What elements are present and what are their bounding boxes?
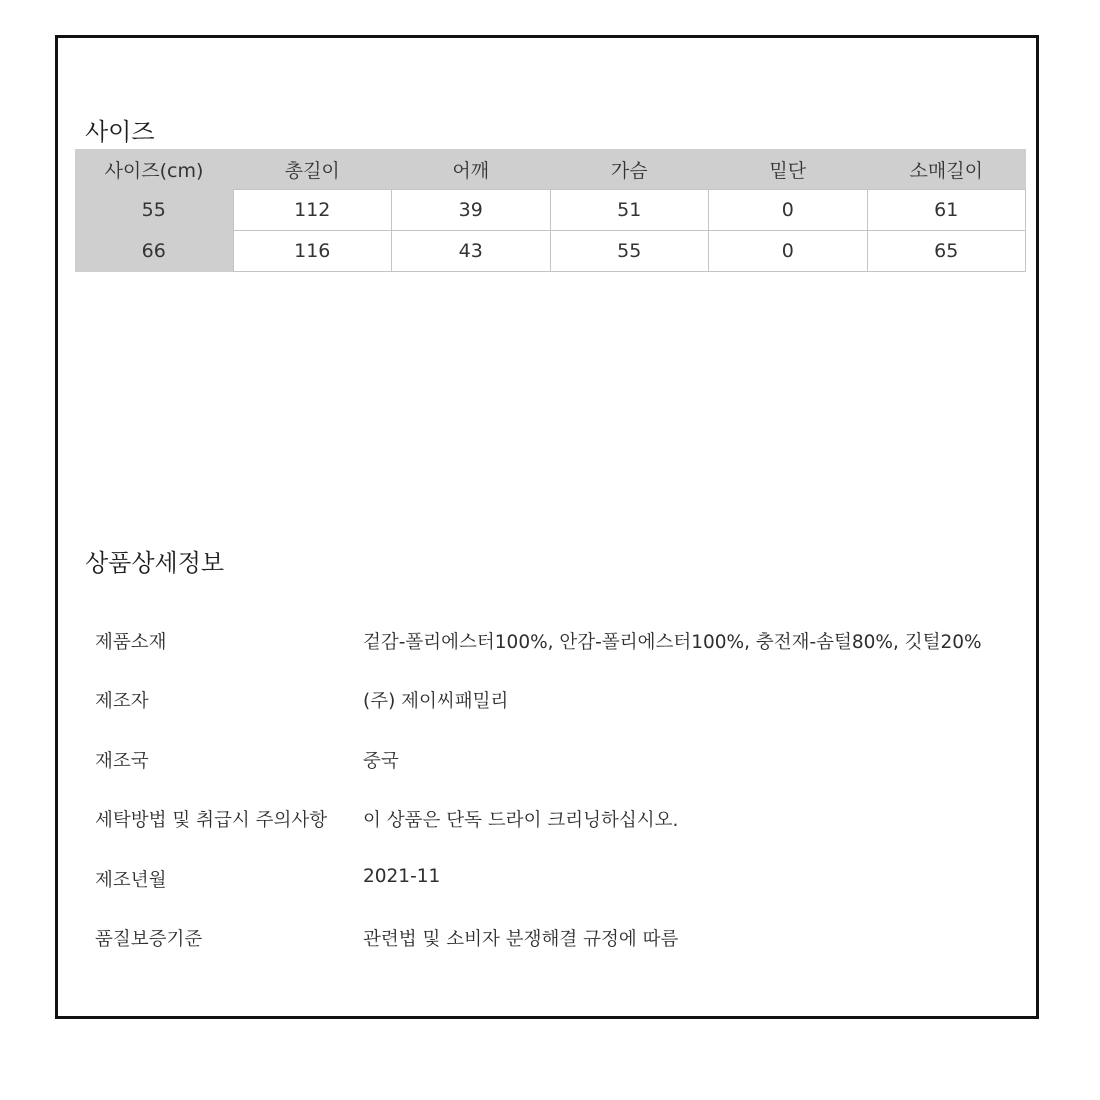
detail-value: 겉감-폴리에스터100%, 안감-폴리에스터100%, 충전재-솜털80%, 깃털20% — [363, 632, 982, 653]
size-table-header-row — [75, 149, 1026, 190]
detail-value: 2021-11 — [363, 866, 441, 887]
detail-row-manufacturer — [95, 687, 995, 717]
row-size-label: 55 — [75, 190, 233, 231]
detail-label: 품질보증기준 — [95, 929, 203, 950]
cell-hem: 0 — [709, 190, 868, 231]
cell-chest: 51 — [550, 190, 709, 231]
detail-row-quality-guarantee — [95, 925, 995, 955]
header-shoulder: 어깨 — [392, 149, 551, 190]
header-hem: 밑단 — [709, 149, 868, 190]
detail-value: 관련법 및 소비자 분쟁해결 규정에 따름 — [363, 929, 679, 950]
size-table — [75, 149, 1026, 272]
header-chest: 가슴 — [550, 149, 709, 190]
cell-total-length: 112 — [233, 190, 392, 231]
detail-label: 제조년월 — [95, 870, 167, 891]
detail-value: 중국 — [363, 751, 399, 772]
detail-row-washing — [95, 806, 995, 836]
cell-total-length: 116 — [233, 231, 392, 272]
header-size-cm: 사이즈(cm) — [75, 149, 233, 190]
detail-row-material — [95, 628, 995, 658]
detail-label: 재조국 — [95, 751, 149, 772]
detail-label: 제품소재 — [95, 632, 167, 653]
detail-section-title: 상품상세정보 — [85, 549, 225, 577]
detail-row-country — [95, 747, 995, 777]
detail-value: 이 상품은 단독 드라이 크리닝하십시오. — [363, 810, 679, 831]
table-row — [75, 190, 1026, 231]
table-row — [75, 231, 1026, 272]
cell-shoulder: 39 — [392, 190, 551, 231]
header-sleeve-length: 소매길이 — [867, 149, 1026, 190]
cell-sleeve-length: 65 — [867, 231, 1026, 272]
cell-shoulder: 43 — [392, 231, 551, 272]
header-total-length: 총길이 — [233, 149, 392, 190]
size-section-title: 사이즈 — [85, 118, 155, 146]
detail-row-manufacture-date — [95, 866, 995, 896]
row-size-label: 66 — [75, 231, 233, 272]
cell-sleeve-length: 61 — [867, 190, 1026, 231]
detail-value: (주) 제이씨패밀리 — [363, 691, 509, 712]
detail-label: 제조자 — [95, 691, 149, 712]
detail-label: 세탁방법 및 취급시 주의사항 — [95, 810, 328, 831]
cell-hem: 0 — [709, 231, 868, 272]
cell-chest: 55 — [550, 231, 709, 272]
